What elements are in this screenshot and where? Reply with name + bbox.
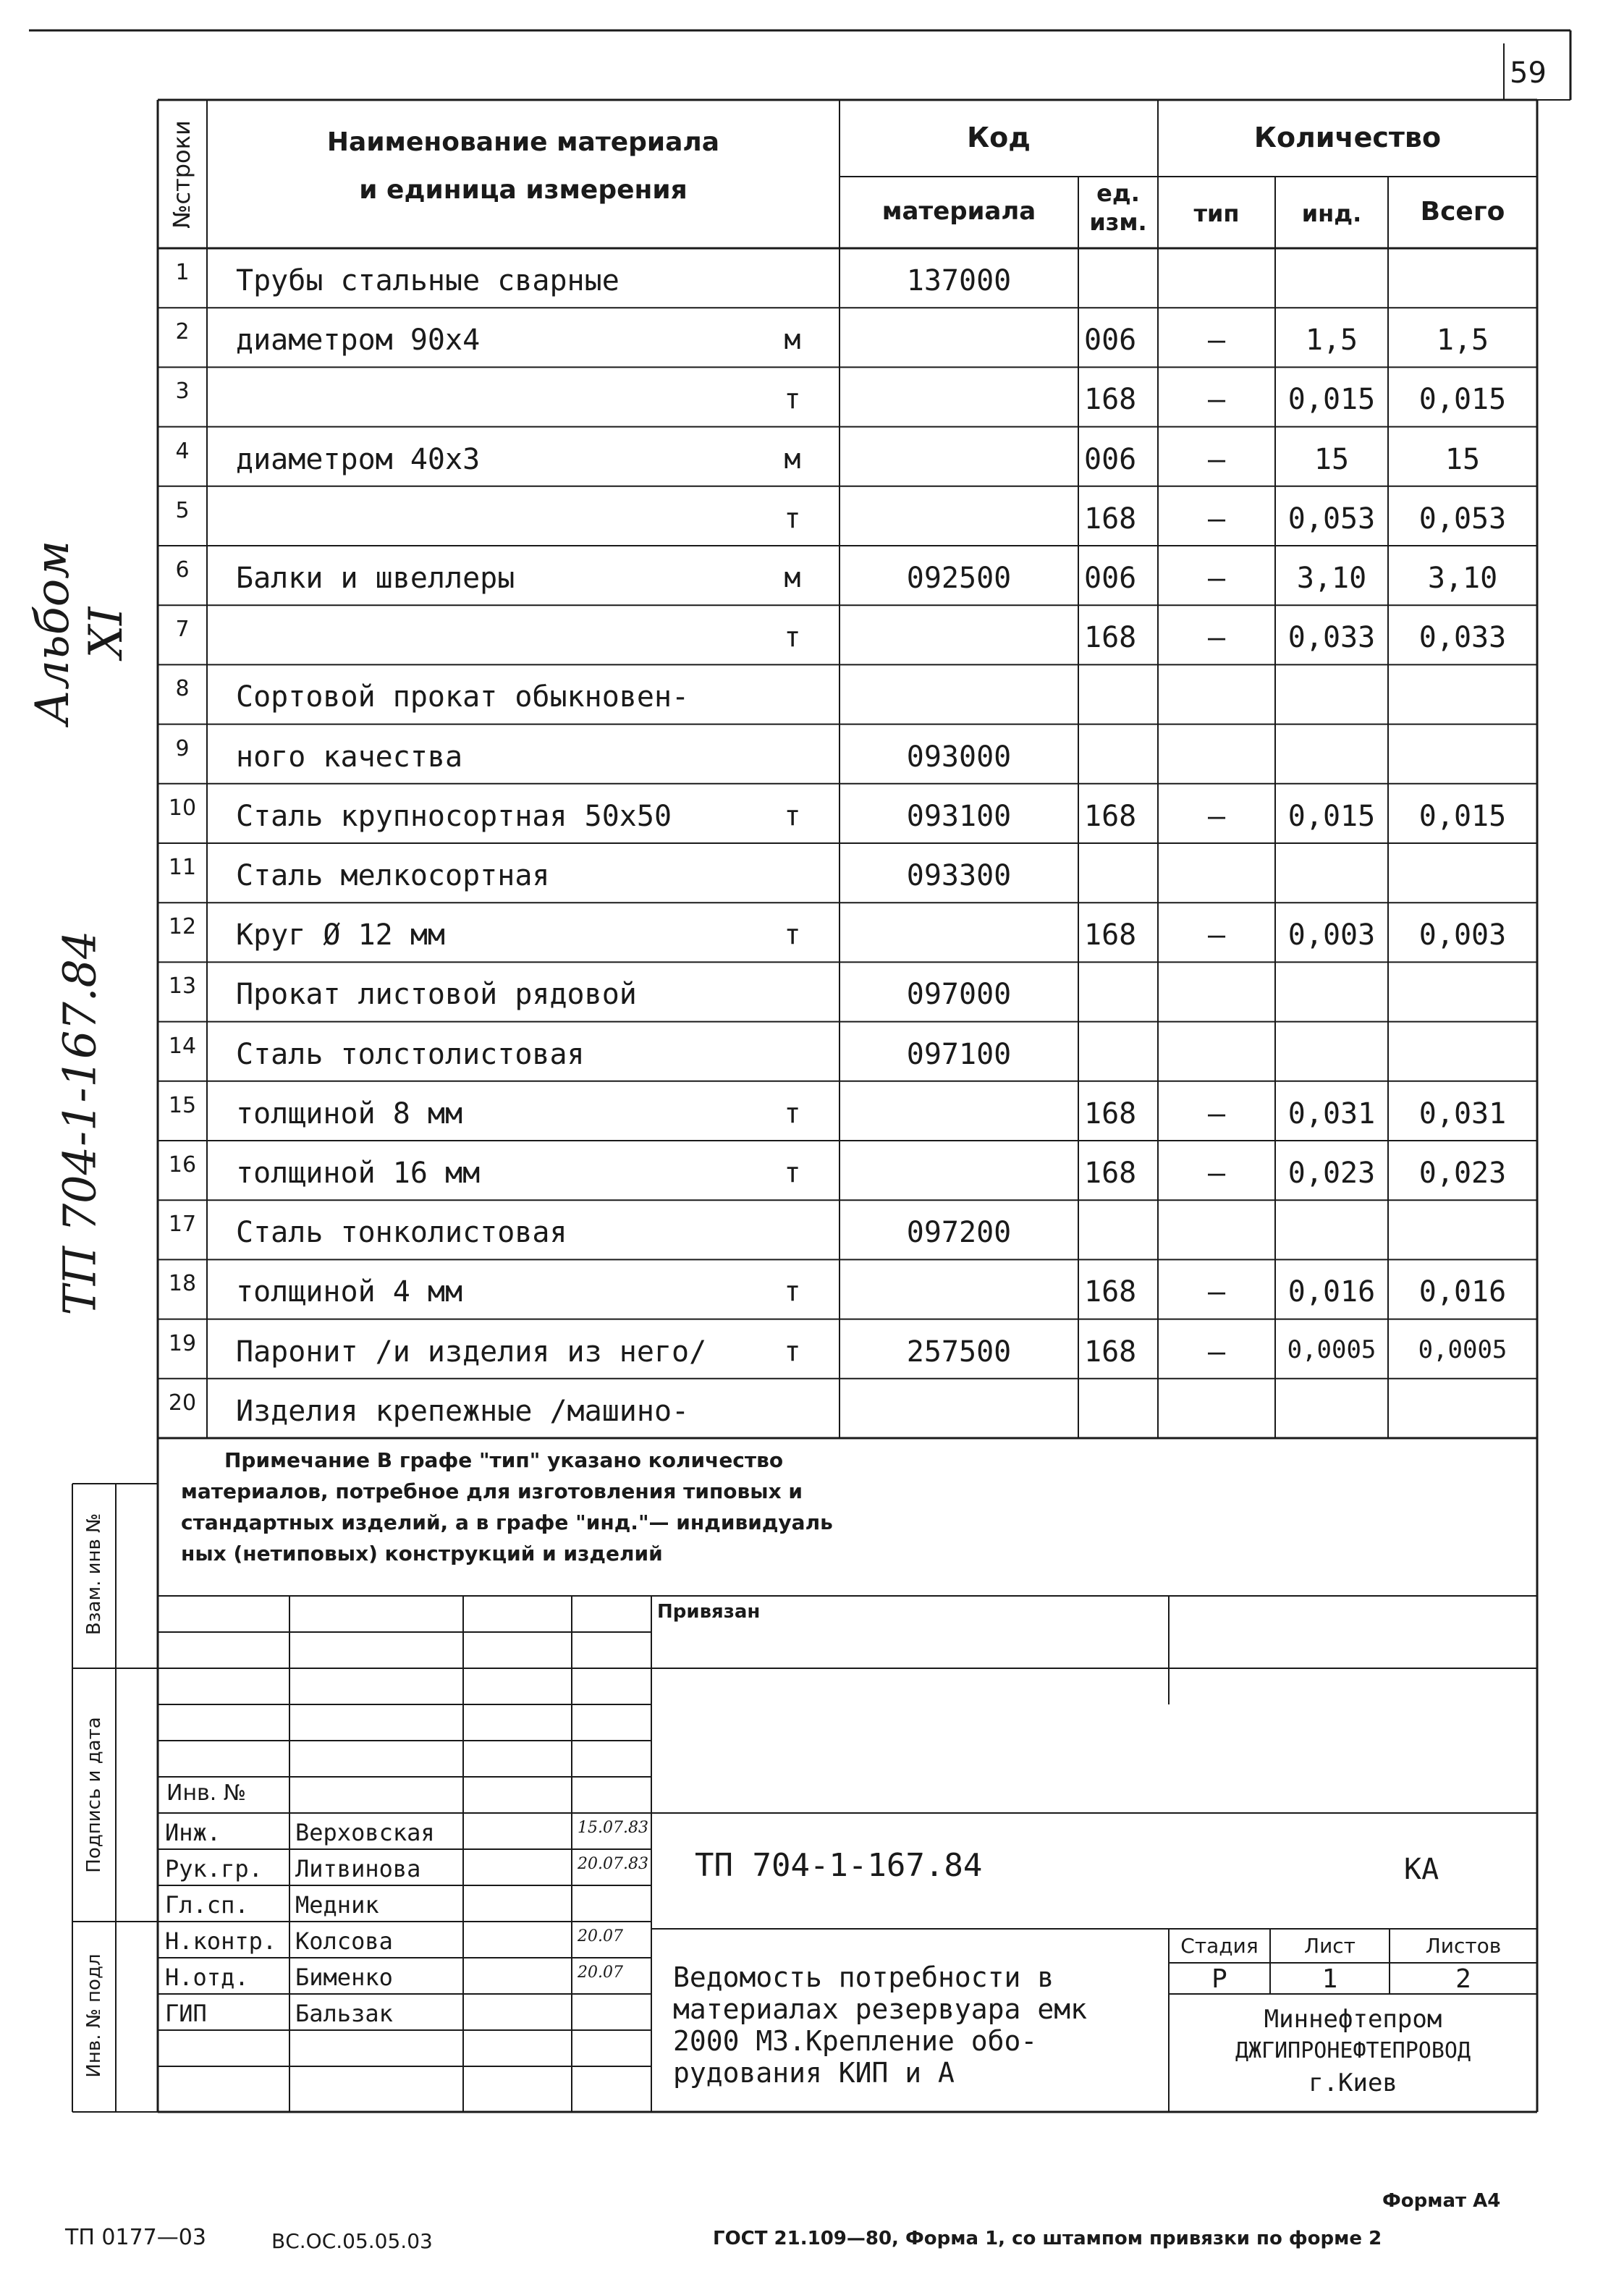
qty-type: – [1207,799,1226,833]
unit-code: 168 [1084,383,1137,417]
material-unit: т [784,1096,801,1129]
quantity-header: Количество [1253,122,1442,153]
row-number: 17 [168,1212,197,1238]
sheets-label: Листов [1425,1934,1502,1958]
doc-title-line: Ведомость потребности в [673,1961,1054,1993]
row-number: 3 [175,379,190,405]
qty-ind: 0,003 [1287,918,1376,952]
material-name: Трубы стальные сварные [236,264,619,297]
org-line: Миннефтепром [1264,2005,1442,2034]
signer-name: Бименко [295,1964,393,1991]
material-code: 097000 [906,978,1012,1012]
organization [1169,2003,1537,2099]
row-number: 1 [175,260,190,285]
note-line: материалов, потребное для изготовления типовых и [181,1479,803,1503]
stage-label: Стадия [1180,1934,1259,1958]
material-unit: т [784,918,801,951]
qty-total: 0,033 [1418,621,1507,655]
signer-role: Н.отд. [165,1964,249,1991]
qty-ind: 15 [1314,442,1350,476]
qty-ind: 0,016 [1287,1275,1376,1309]
qty-ind: 0,015 [1287,799,1376,833]
qty-type: – [1207,1335,1226,1369]
side-album-label: Альбом XI [26,540,133,725]
qty-ind: 0,015 [1287,383,1376,417]
material-name: Прокат листовой рядовой [236,978,637,1012]
unit-code: 168 [1084,1157,1137,1190]
material-unit: т [784,621,801,654]
unit-code: 168 [1084,1275,1137,1309]
material-code: 097100 [906,1037,1012,1071]
material-unit: т [784,1335,801,1367]
unit-code: 168 [1084,799,1137,833]
signer-role: Н.контр. [165,1927,277,1955]
side-project-code: ТП 704-1-167.84 [53,930,106,1316]
stage-value: Р [1211,1964,1227,1994]
qty-ind: 0,033 [1287,621,1376,655]
qty-total: 1,5 [1436,324,1489,358]
qty-ind: 3,10 [1296,562,1367,595]
material-code: 093100 [906,799,1012,833]
qty-type: – [1207,383,1226,417]
unit-code: 168 [1084,621,1137,655]
material-name: толщиной 4 мм [236,1275,463,1309]
unit-code: 168 [1084,1096,1137,1131]
doc-title-line: материалах резервуара емк [673,1993,1087,2025]
row-number: 8 [175,676,190,702]
material-name: Балки и швеллеры [236,562,515,595]
row-number: 15 [168,1092,197,1118]
qty-ind: 0,023 [1287,1157,1376,1190]
qty-type: – [1207,324,1226,358]
signer-date: 15.07.83 [578,1819,648,1837]
material-code: 092500 [906,562,1012,595]
unit-code: 168 [1084,502,1137,536]
row-number: 2 [175,319,190,345]
footer-mid: ВС.ОС.05.05.03 [271,2229,433,2253]
signer-role: Рук.гр. [165,1855,263,1882]
signer-name: Верховская [295,1819,435,1846]
signer-name: Медник [295,1891,379,1919]
unit-code: 168 [1084,1335,1137,1369]
doc-code: ТП 704-1-167.84 [695,1847,983,1884]
row-number: 7 [175,617,190,643]
qty-ind: 0,053 [1287,502,1376,536]
qty-ind: 0,031 [1287,1096,1376,1131]
row-number: 18 [168,1271,197,1297]
note-line: ных (нетиповых) конструкций и изделий [181,1542,663,1565]
vzam-inv-label: Взам. инв № [83,1513,105,1636]
doc-title-line: 2000 М3.Крепление обо- [673,2025,1038,2057]
signer-name: Колсова [295,1927,393,1955]
qty-total: 0,003 [1418,918,1507,952]
row-number: 9 [175,735,190,761]
qty-type: – [1207,562,1226,595]
doc-mark: КА [1404,1853,1439,1886]
material-name: толщиной 16 мм [236,1157,481,1190]
code-unit-header-l1: ед. [1096,179,1140,207]
row-number: 20 [168,1390,197,1416]
note-block [181,1445,833,1569]
material-name: Сталь мелкосортная [236,859,550,892]
inv-no-label: Инв. № [166,1780,247,1806]
row-number: 16 [168,1152,197,1178]
row-number: 6 [175,557,190,583]
doc-title [673,1961,1087,2089]
row-number: 4 [175,438,190,464]
unit-code: 006 [1084,324,1137,358]
material-unit: т [784,1157,801,1188]
row-number: 11 [168,855,197,880]
qty-type: – [1207,918,1226,952]
material-unit: т [784,383,801,415]
inv-podl-label: Инв. № подл [83,1953,105,2078]
material-code: 137000 [906,264,1012,297]
footer-left: ТП 0177—03 [65,2225,206,2250]
signer-date: 20.07 [578,1964,623,1982]
qty-type: – [1207,621,1226,655]
qty-total: 0,015 [1418,383,1507,417]
material-name: Паронит /и изделия из него/ [236,1335,707,1369]
signer-role: Инж. [165,1819,221,1846]
note-line: Примечание В графе "тип" указано количество [224,1448,784,1472]
code-header: Код [967,122,1031,153]
sheet-value: 1 [1321,1964,1338,1994]
sheet-label: Лист [1304,1934,1356,1958]
material-name: толщиной 8 мм [236,1096,463,1131]
qty-ind-header: инд. [1301,200,1362,227]
qty-total: 15 [1445,442,1481,476]
qty-type: – [1207,502,1226,536]
qty-total: 0,023 [1418,1157,1507,1190]
qty-ind: 1,5 [1305,324,1358,358]
privyazan-label: Привязан [657,1601,761,1623]
material-code: 093000 [906,740,1012,774]
row-number: 10 [168,795,197,821]
qty-total: 0,016 [1418,1275,1507,1309]
material-unit: т [784,1275,801,1308]
name-header-line1: Наименование материала [326,127,720,157]
row-number: 12 [168,914,197,940]
qty-ind: 0,0005 [1287,1335,1376,1364]
note-line: стандартных изделий, а в графе "инд."— индивидуаль [181,1510,833,1534]
material-unit: м [784,562,801,593]
material-name: диаметром 90х4 [236,324,481,358]
unit-code: 168 [1084,918,1137,952]
row-number: 19 [168,1330,197,1356]
material-unit: м [784,442,801,475]
material-name: Сортовой прокат обыкновен- [236,680,690,714]
qty-total: 0,015 [1418,799,1507,833]
material-name: диаметром 40х3 [236,442,481,476]
row-number-header: №строки [168,120,195,229]
row-number: 5 [175,497,190,523]
org-line: ДЖГИПРОНЕФТЕПРОВОД [1235,2038,1471,2063]
row-number: 14 [168,1033,197,1059]
material-unit: м [784,324,801,356]
qty-type: – [1207,1275,1226,1309]
signer-date: 20.07.83 [578,1855,648,1873]
signer-name: Бальзак [295,2000,393,2027]
material-name: Изделия крепежные /машино- [236,1394,690,1428]
material-code: 257500 [906,1335,1012,1369]
qty-total: 0,053 [1418,502,1507,536]
material-name: ного качества [236,740,463,774]
material-unit: т [784,799,801,832]
signer-name: Литвинова [295,1855,421,1882]
page-number: 59 [1510,56,1547,90]
unit-code: 006 [1084,442,1137,476]
material-name: Сталь тонколистовая [236,1216,567,1250]
signer-date: 20.07 [578,1927,623,1945]
material-name: Круг Ø 12 мм [236,918,445,952]
material-code: 097200 [906,1216,1012,1250]
qty-type-header: тип [1193,200,1240,227]
material-name: Сталь толстолистовая [236,1037,585,1071]
qty-type: – [1207,1157,1226,1190]
unit-code: 006 [1084,562,1137,595]
signer-role: ГИП [165,2000,207,2027]
podpis-data-label: Подпись и дата [83,1717,105,1873]
org-line: г.Киев [1308,2068,1397,2097]
sheets-value: 2 [1455,1964,1471,1994]
qty-total-header: Всего [1420,197,1505,227]
material-name: Сталь крупносортная 50х50 [236,799,672,833]
footer-right: ГОСТ 21.109—80, Форма 1, со штампом привязки по форме 2 [713,2228,1382,2249]
code-material-header: материала [881,197,1036,226]
qty-total: 0,0005 [1418,1335,1507,1364]
material-code: 093300 [906,859,1012,892]
name-header-line2: и единица измерения [359,175,688,205]
format-label: Формат А4 [1382,2190,1501,2212]
qty-type: – [1207,1096,1226,1131]
doc-title-line: рудования КИП и А [673,2057,955,2089]
material-unit: т [784,502,801,534]
code-unit-header-l2: изм. [1089,208,1147,236]
qty-total: 3,10 [1427,562,1498,595]
signer-role: Гл.сп. [165,1891,249,1919]
row-number: 13 [168,973,197,1000]
qty-type: – [1207,442,1226,476]
qty-total: 0,031 [1418,1096,1507,1131]
